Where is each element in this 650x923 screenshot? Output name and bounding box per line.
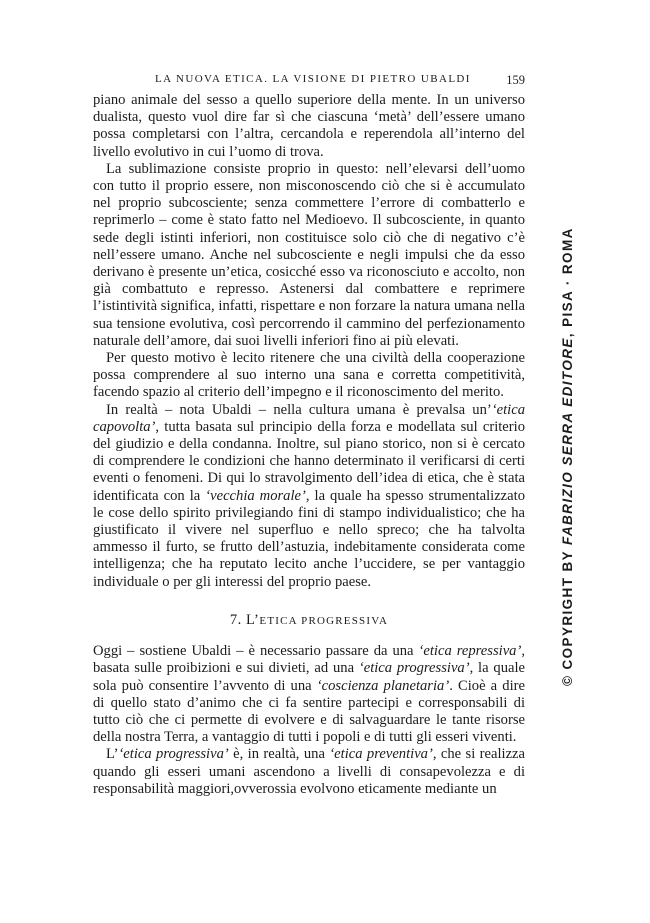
- text-run: piano animale del sesso a quello superiore della mente. In un universo dualista, questo vuol dire far sì che ciascuna ‘metà’ dell’essere umano possa completarsi con l’altra, cercandola e reperendola all’interno del livello evolutivo in cui l’uomo di trova.: [93, 92, 525, 160]
- section-number: 7. L’: [229, 611, 260, 628]
- text-run: La sublimazione consiste proprio in questo: nell’elevarsi dell’uomo con tutto il proprio essere, non misconoscendo ciò che si è accumulato nel proprio subcosciente; senza commettere l’errore di combatterlo e reprimerlo – come è stato fatto nel Medioevo. Il subcosciente, in quanto sede degli istinti inferiori, non costituisce solo ciò che di negativo c’è nell’essere umano. Anche nel subcosciente e negli impulsi che da esso derivano è presente un’etica, cosicché esso va riconosciuto e accolto, non già combattuto e represso. Astenersi dal combattere e reprimere l’istintività significa, infatti, rispettare e non forzare la natura umana nella sua tensione evolutiva, così percorrendo il cammino del perfezionamento naturale dell’amore, dai suoi livelli inferiori fino ai più elevati.: [93, 160, 525, 349]
- italic-phrase: ‘etica preventiva’: [329, 746, 433, 763]
- text-run: Per questo motivo è lecito ritenere che una civiltà della cooperazione possa comprendere al suo interno una sana e corretta competitività, facendo spazio al criterio dell’impegno e il riconoscimento del merito.: [93, 350, 525, 401]
- section-heading: [93, 612, 525, 630]
- text-run: , basata sulle proibizioni e sui divieti, ad una: [93, 643, 525, 677]
- body-text: [93, 92, 525, 798]
- text-run: L’: [106, 746, 119, 763]
- paragraph: [93, 746, 525, 798]
- running-title: LA NUOVA ETICA. LA VISIONE DI PIETRO UBALDI: [155, 73, 471, 85]
- text-run: , la quale sola può consentire l’avvento di una: [93, 660, 526, 694]
- italic-phrase: ‘etica progressiva’: [358, 660, 470, 677]
- paragraph: [93, 643, 525, 746]
- italic-phrase: ‘coscienza planetaria’: [316, 677, 450, 694]
- text-run: è, in realtà, una: [228, 746, 330, 763]
- italic-phrase: ‘vecchia morale’: [205, 487, 306, 504]
- paragraph: [93, 402, 525, 591]
- running-header: [93, 73, 525, 91]
- paragraph: [93, 350, 525, 402]
- text-run: , tutta basata sul principio della forza e modellata sul criterio del giudizio e della condanna. Inoltre, sul piano storico, non si è cercato di comprendere le condizioni che hanno determinato il verificarsi di certi eventi o fenomeni. Di qui lo stravolgimento dell’idea di etica, che è stata identificata con la: [93, 418, 525, 504]
- text-run: , la quale ha spesso strumentalizzato le cose dello spirito privilegiando fini di stampo individualistico; che ha giustificato il vivere nel superfluo e nello spreco; che ha talvolta ammesso il furto, se frutto dell’astuzia, indebitamente considerata come intelligenza; che ha reputato lecito anche l’uccidere, se per vantaggio individuale o per gli interessi del proprio paese.: [93, 487, 525, 590]
- text-run: , che si realizza quando gli esseri umani ascendono a livelli di consapevolezza e di responsabilità maggiori,ovverossia evolvono eticamente mediante un: [93, 746, 526, 797]
- paragraph: [93, 92, 525, 161]
- section-title: ETICA PROGRESSIVA: [259, 614, 389, 627]
- paragraph: [93, 161, 525, 350]
- page-number: 159: [506, 73, 525, 87]
- paragraphs-before: [93, 92, 525, 591]
- text-run: Oggi – sostiene Ubaldi – è necessario passare da una: [93, 643, 419, 660]
- paragraphs-after: [93, 643, 525, 798]
- copyright-publisher: FABRIZIO SERRA EDITORE: [560, 337, 575, 546]
- italic-phrase: ‘etica repressiva’: [418, 643, 522, 660]
- copyright-notice: [560, 227, 575, 686]
- copyright-suffix: , PISA · ROMA: [560, 227, 575, 338]
- italic-phrase: ‘etica capovolta’: [93, 401, 525, 435]
- copyright-prefix: © COPYRIGHT BY: [560, 545, 575, 686]
- italic-phrase: ‘etica progressiva’: [118, 746, 229, 763]
- text-run: In realtà – nota Ubaldi – nella cultura umana è prevalsa un’: [106, 401, 492, 418]
- text-run: . Cioè a dire di quello stato d’animo che ci fa sentire partecipi e corresponsabili di tutto ciò che ci permette di evolvere e di salvaguardare le tante risorse della nostra Terra, a vantaggio di tutti i popoli e di tutti gli esseri viventi.: [93, 677, 525, 746]
